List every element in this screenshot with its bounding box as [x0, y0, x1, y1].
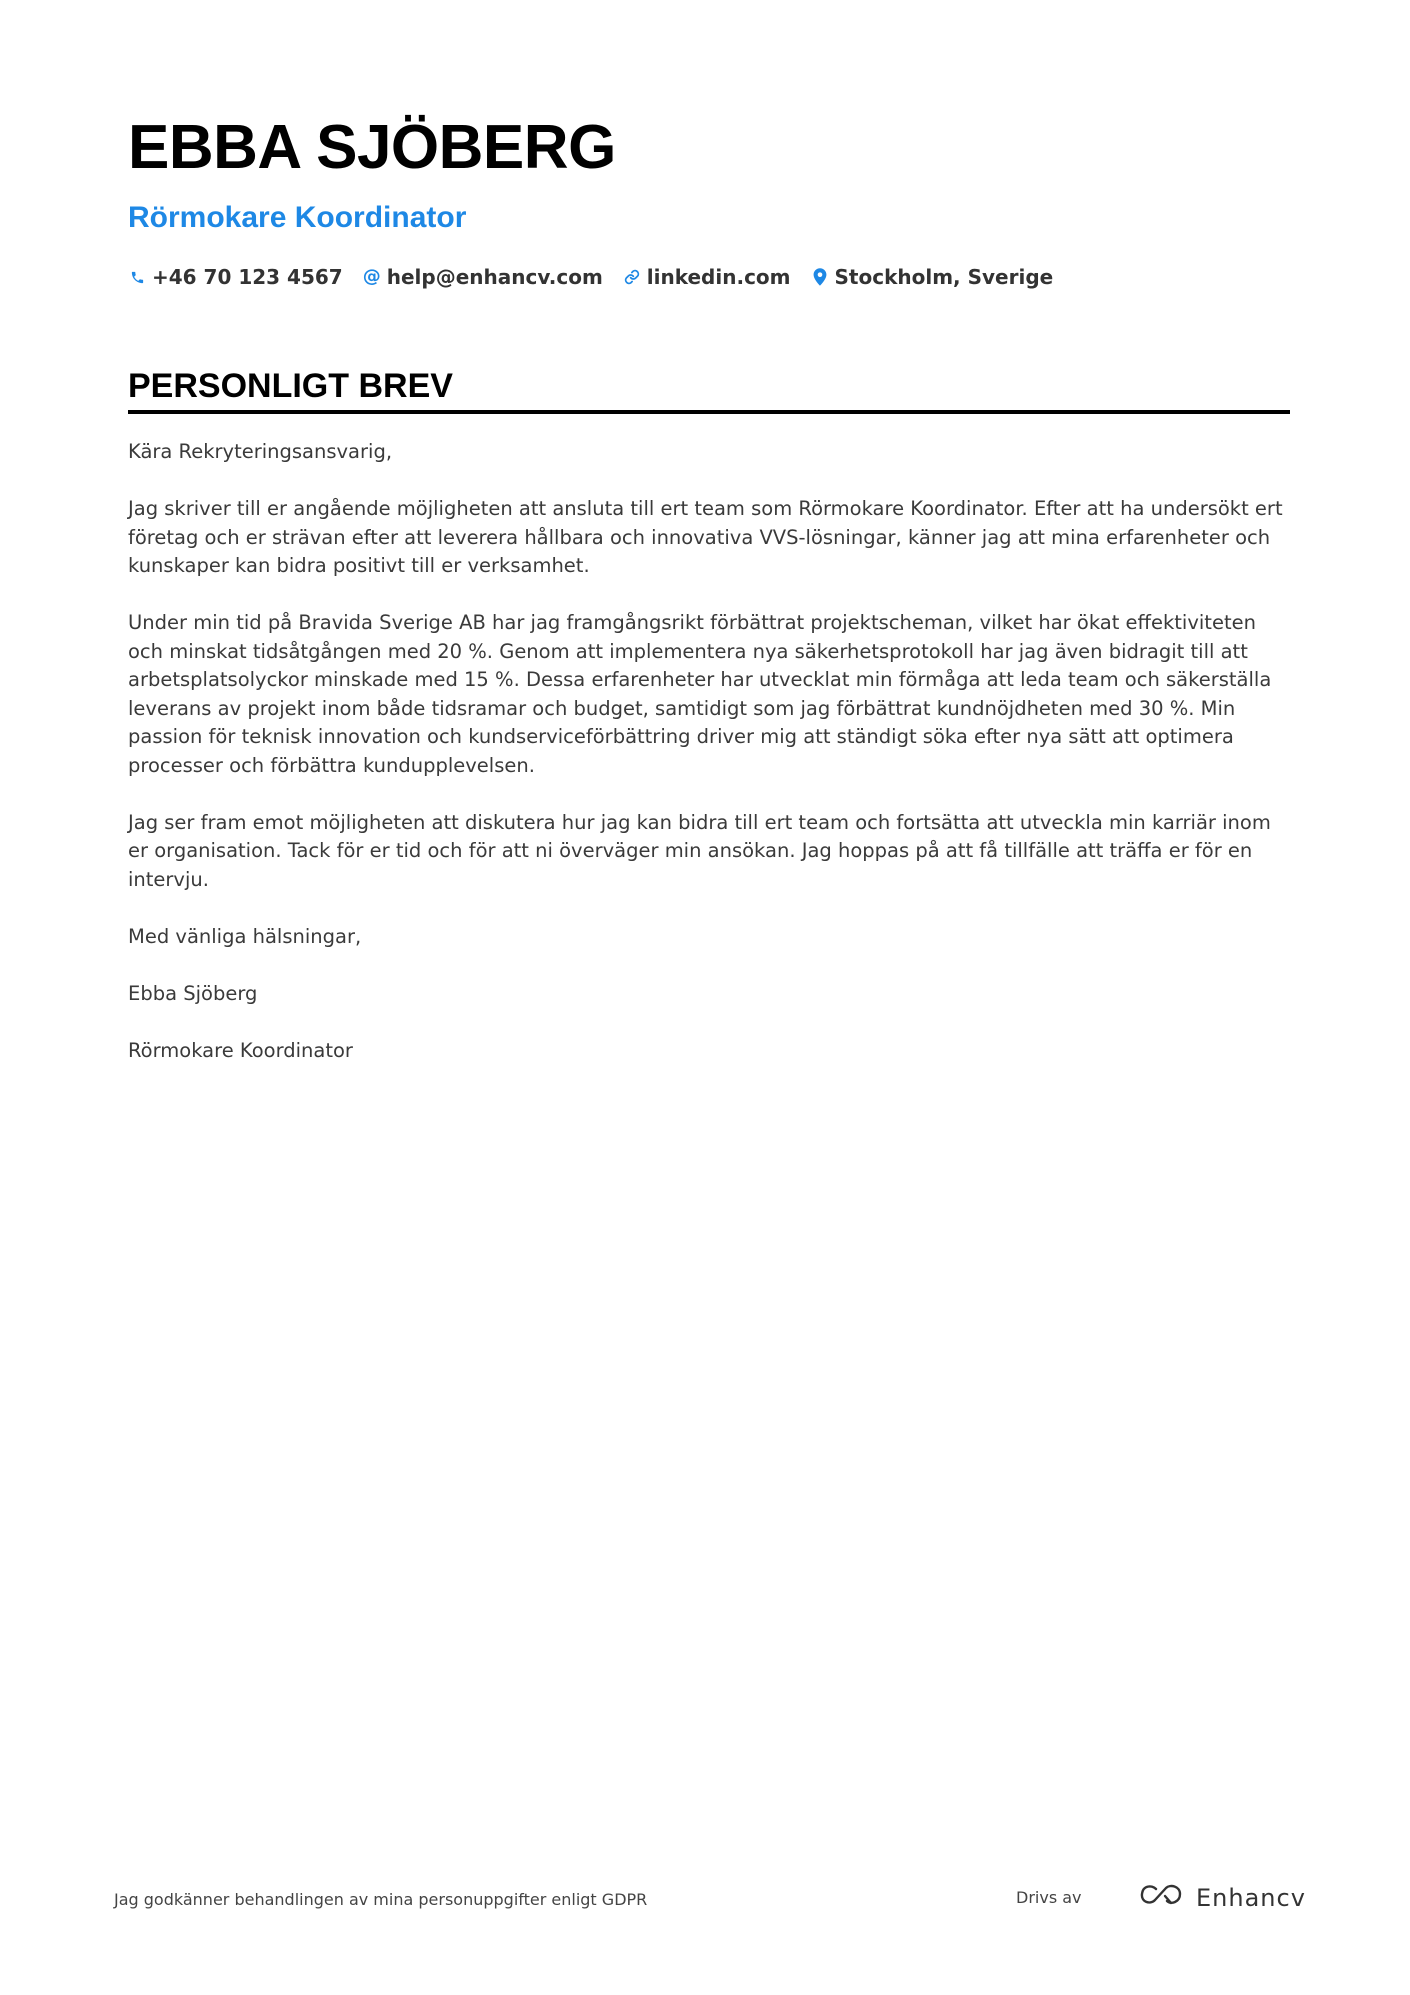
- contact-phone: [128, 265, 343, 289]
- enhancv-logo-icon: [1138, 1882, 1184, 1913]
- footer: [114, 1880, 1306, 1920]
- candidate-job-title: Rörmokare Koordinator: [128, 201, 467, 234]
- link-icon: [623, 266, 641, 288]
- contact-location: [811, 265, 1054, 289]
- phone-icon: [128, 266, 146, 288]
- at-icon: @: [362, 266, 381, 287]
- gdpr-consent-text: Jag godkänner behandlingen av mina personuppgifter enligt GDPR: [114, 1890, 648, 1909]
- contact-link-text: linkedin.com: [646, 265, 791, 289]
- letter-greeting: Kära Rekryteringsansvarig,: [128, 440, 393, 463]
- contact-location-text: Stockholm, Sverige: [834, 265, 1054, 289]
- contact-row: [128, 262, 1290, 292]
- header: [128, 108, 1290, 292]
- letter-paragraph: Under min tid på Bravida Sverige AB har jag framgångsrikt förbättrat projektscheman, vilket har ökat effektiviteten och minskat tidsåtgången med 20 %. Genom att implementera nya säkerhetsprotokoll har jag även bidragit till att arbetsplatsolyckor minskade med 15 %. Dessa erfarenheter har utvecklat min förmåga att leda team och säkerställa leverans av projekt inom både tidsramar och budget, samtidigt som jag förbättrat kundnöjdheten med 30 %. Min passion för teknisk innovation och kundserviceförbättring driver mig att ständigt söka efter nya sätt att optimera processer och förbättra kundupplevelsen.: [128, 611, 1272, 777]
- contact-email[interactable]: [363, 265, 603, 289]
- signature-title: Rörmokare Koordinator: [128, 1038, 353, 1062]
- section-title: PERSONLIGT BREV: [128, 367, 453, 405]
- section-divider: [128, 410, 1290, 414]
- letter-closing: Med vänliga hälsningar,: [128, 924, 362, 948]
- letter-paragraph: Jag ser fram emot möjligheten att diskutera hur jag kan bidra till ert team och fortsätta att utveckla min karriär inom er organisation. Tack för er tid och för att ni överväger min ansökan. Jag hoppas på att få tillfälle att träffa er för en intervju.: [128, 810, 1271, 891]
- contact-link[interactable]: [623, 265, 791, 289]
- map-pin-icon: [811, 266, 829, 288]
- cover-letter-section: [128, 364, 1290, 1094]
- letter-body: [128, 438, 1290, 1065]
- brand-link[interactable]: [1138, 1882, 1306, 1913]
- signature-name: Ebba Sjöberg: [128, 981, 258, 1005]
- contact-phone-text: +46 70 123 4567: [152, 265, 343, 289]
- brand-name: Enhancv: [1196, 1883, 1306, 1912]
- contact-email-text: help@enhancv.com: [386, 265, 603, 289]
- letter-paragraph: Jag skriver till er angående möjligheten att ansluta till ert team som Rörmokare Koordinator. Efter att ha undersökt ert företag och er strävan efter att leverera hållbara och innovativa VVS-lösningar, känner jag att mina erfarenheter och kunskaper kan bidra positivt till er verksamhet.: [128, 497, 1283, 577]
- candidate-name: EBBA SJÖBERG: [128, 113, 616, 182]
- powered-by-label: Drivs av: [1016, 1888, 1082, 1907]
